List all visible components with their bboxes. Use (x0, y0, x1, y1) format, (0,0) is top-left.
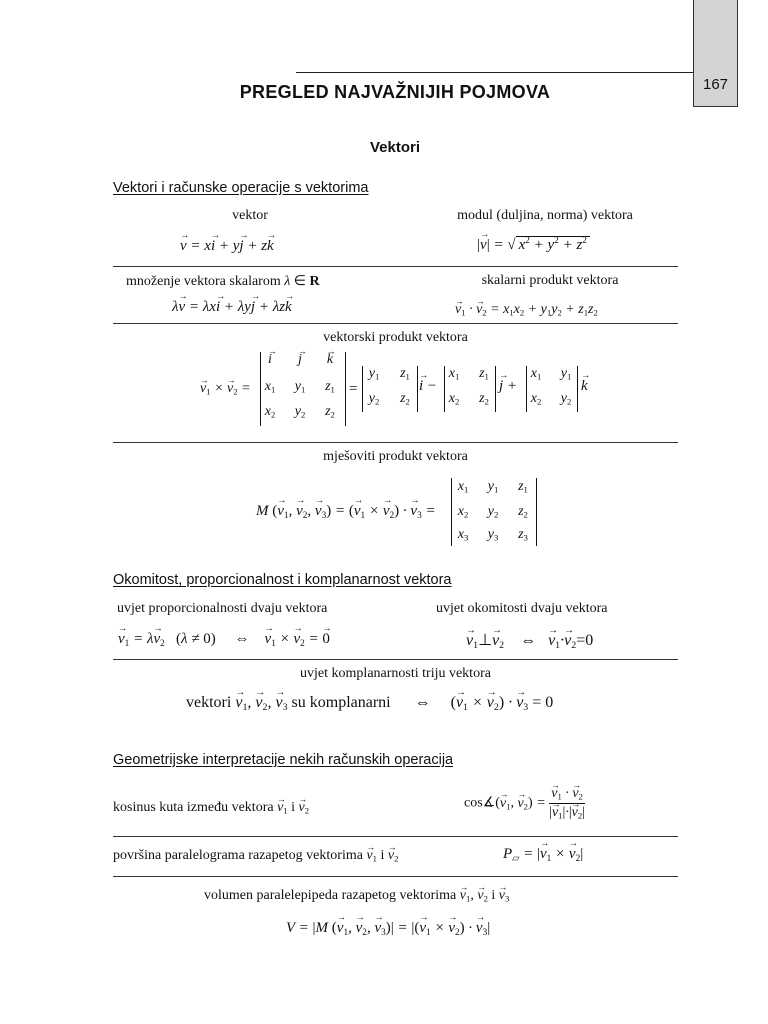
formula-parallelepiped-volume: V = |M (→ $v_1$, → $v_2$, → $v_3)|$ = |(→ $v_1$ × → $v_2$) · → $v_3|$ (286, 920, 490, 938)
formula-triple-product-lhs: M (→ $v_1$, → $v_2$, → $v_3$) = (→ $v_1$ × → $v_2$) · → $v_3$ = (256, 503, 436, 521)
label-modul: modul (duljina, norma) vektora (457, 208, 633, 223)
formula-scalar-multiplication: λ→ v = λx→ i + λy→ j + λz→ k (172, 299, 292, 316)
page-number: 167 (702, 76, 729, 93)
label-volumen: volumen paralelepipeda razapetog vektorima → $v_1$, → $v_2$ $i \to v_3$ (204, 888, 509, 904)
minor-unit-k: → k (581, 378, 588, 395)
label-prop: uvjet proporcionalnosti dvaju vektora (117, 601, 328, 616)
page-title: PREGLED NAJVAŽNIJIH POJMOVA (239, 82, 551, 102)
section-heading-geometry: Geometrijske interpretacije nekih računskih operacija (113, 752, 454, 768)
label-kosinus: kosinus kuta između vektora → $v_1$ $i \to v_2$ (113, 800, 309, 816)
label-kompl: uvjet komplanarnosti triju vektora (300, 666, 491, 681)
label-okom: uvjet okomitosti dvaju vektora (436, 601, 608, 616)
divider (113, 876, 678, 877)
label-povrsina: površina paralelograma razapetog vektorima → $v_1$ $i \to v_2$ (113, 848, 398, 864)
equals-sign: = (348, 381, 359, 397)
formula-vector-modulus: |→ v| = √ $x^2 + y^2 + z^2$ (477, 236, 590, 254)
formula-cross-product-lhs: → $v_1$ × → $v_2$ = (200, 381, 251, 397)
formula-cosine: cos∡(→ $v_1$, → $v_2$) = → $\frac{v_1 \cdot \to v_2}{|\to v_1|\cdot|\to v_2|}$ (464, 786, 585, 821)
divider (113, 659, 678, 660)
label-mjesoviti: mješoviti produkt vektora (323, 449, 468, 464)
header-rule (296, 72, 693, 73)
formula-vector-components: → v = x→ i + y→ j + z→ k (180, 238, 274, 255)
divider (113, 836, 678, 837)
minor-sign-j: → j + (499, 378, 517, 395)
triple-product-determinant: $x_1$ $y_1$ $z_1$ $x_2$ $y_2$ $z_2$ $x_3$ $y_3$ $z_3$ (451, 478, 537, 546)
minor-determinant-i: $y_1$ $z_1$ $y_2$ $z_2$ (362, 366, 418, 412)
minor-determinant-j: $x_1$ $z_1$ $x_2$ $z_2$ (444, 366, 496, 412)
divider (113, 266, 678, 267)
formula-proportionality: → $v_1 = \lambda\to v_2$ (λ ≠ 0) ⇔ → $v_1$ × → $v_2$ = → 0 (118, 631, 330, 649)
section-heading-orthogonality: Okomitost, proporcionalnost i komplanarnost vektora (113, 572, 452, 588)
section-subtitle: Vektori (369, 139, 421, 156)
divider (113, 442, 678, 443)
divider (113, 323, 678, 324)
minor-sign-i: → i − (419, 378, 437, 395)
minor-determinant-k: $x_1$ $y_1$ $x_2$ $y_2$ (526, 366, 578, 412)
label-vektor: vektor (232, 208, 268, 223)
formula-coplanarity: vektori → $v_1$, → $v_2$, → $v_3$ su komplanarni ⇔ (→ $v_1$ × → $v_2$) · → $v_3 = 0$ (186, 694, 553, 713)
formula-parallelogram-area: $P_▱$ = |→ $v_1$ × → $v_2|$ (503, 846, 583, 864)
label-mnozenje: množenje vektora skalarom λ ∈ R (126, 274, 320, 289)
label-vektorski: vektorski produkt vektora (323, 330, 468, 345)
cross-product-determinant: → i → j → k $x_1$ $y_1$ $z_1$ $x_2$ $y_2$ $z_2$ (260, 352, 346, 426)
label-skalarni: skalarni produkt vektora (481, 273, 619, 288)
formula-dot-product: → $v_1$ · → $v_2 = x_1x_2 + y_1y_2 + z_1z_2$ (455, 302, 598, 318)
section-heading-operations: Vektori i računske operacije s vektorima (113, 180, 369, 196)
formula-orthogonality: → $v_1\perp\to v_2$ ⇔ → $v_1\cdot\to v_2=0$ (466, 630, 593, 651)
